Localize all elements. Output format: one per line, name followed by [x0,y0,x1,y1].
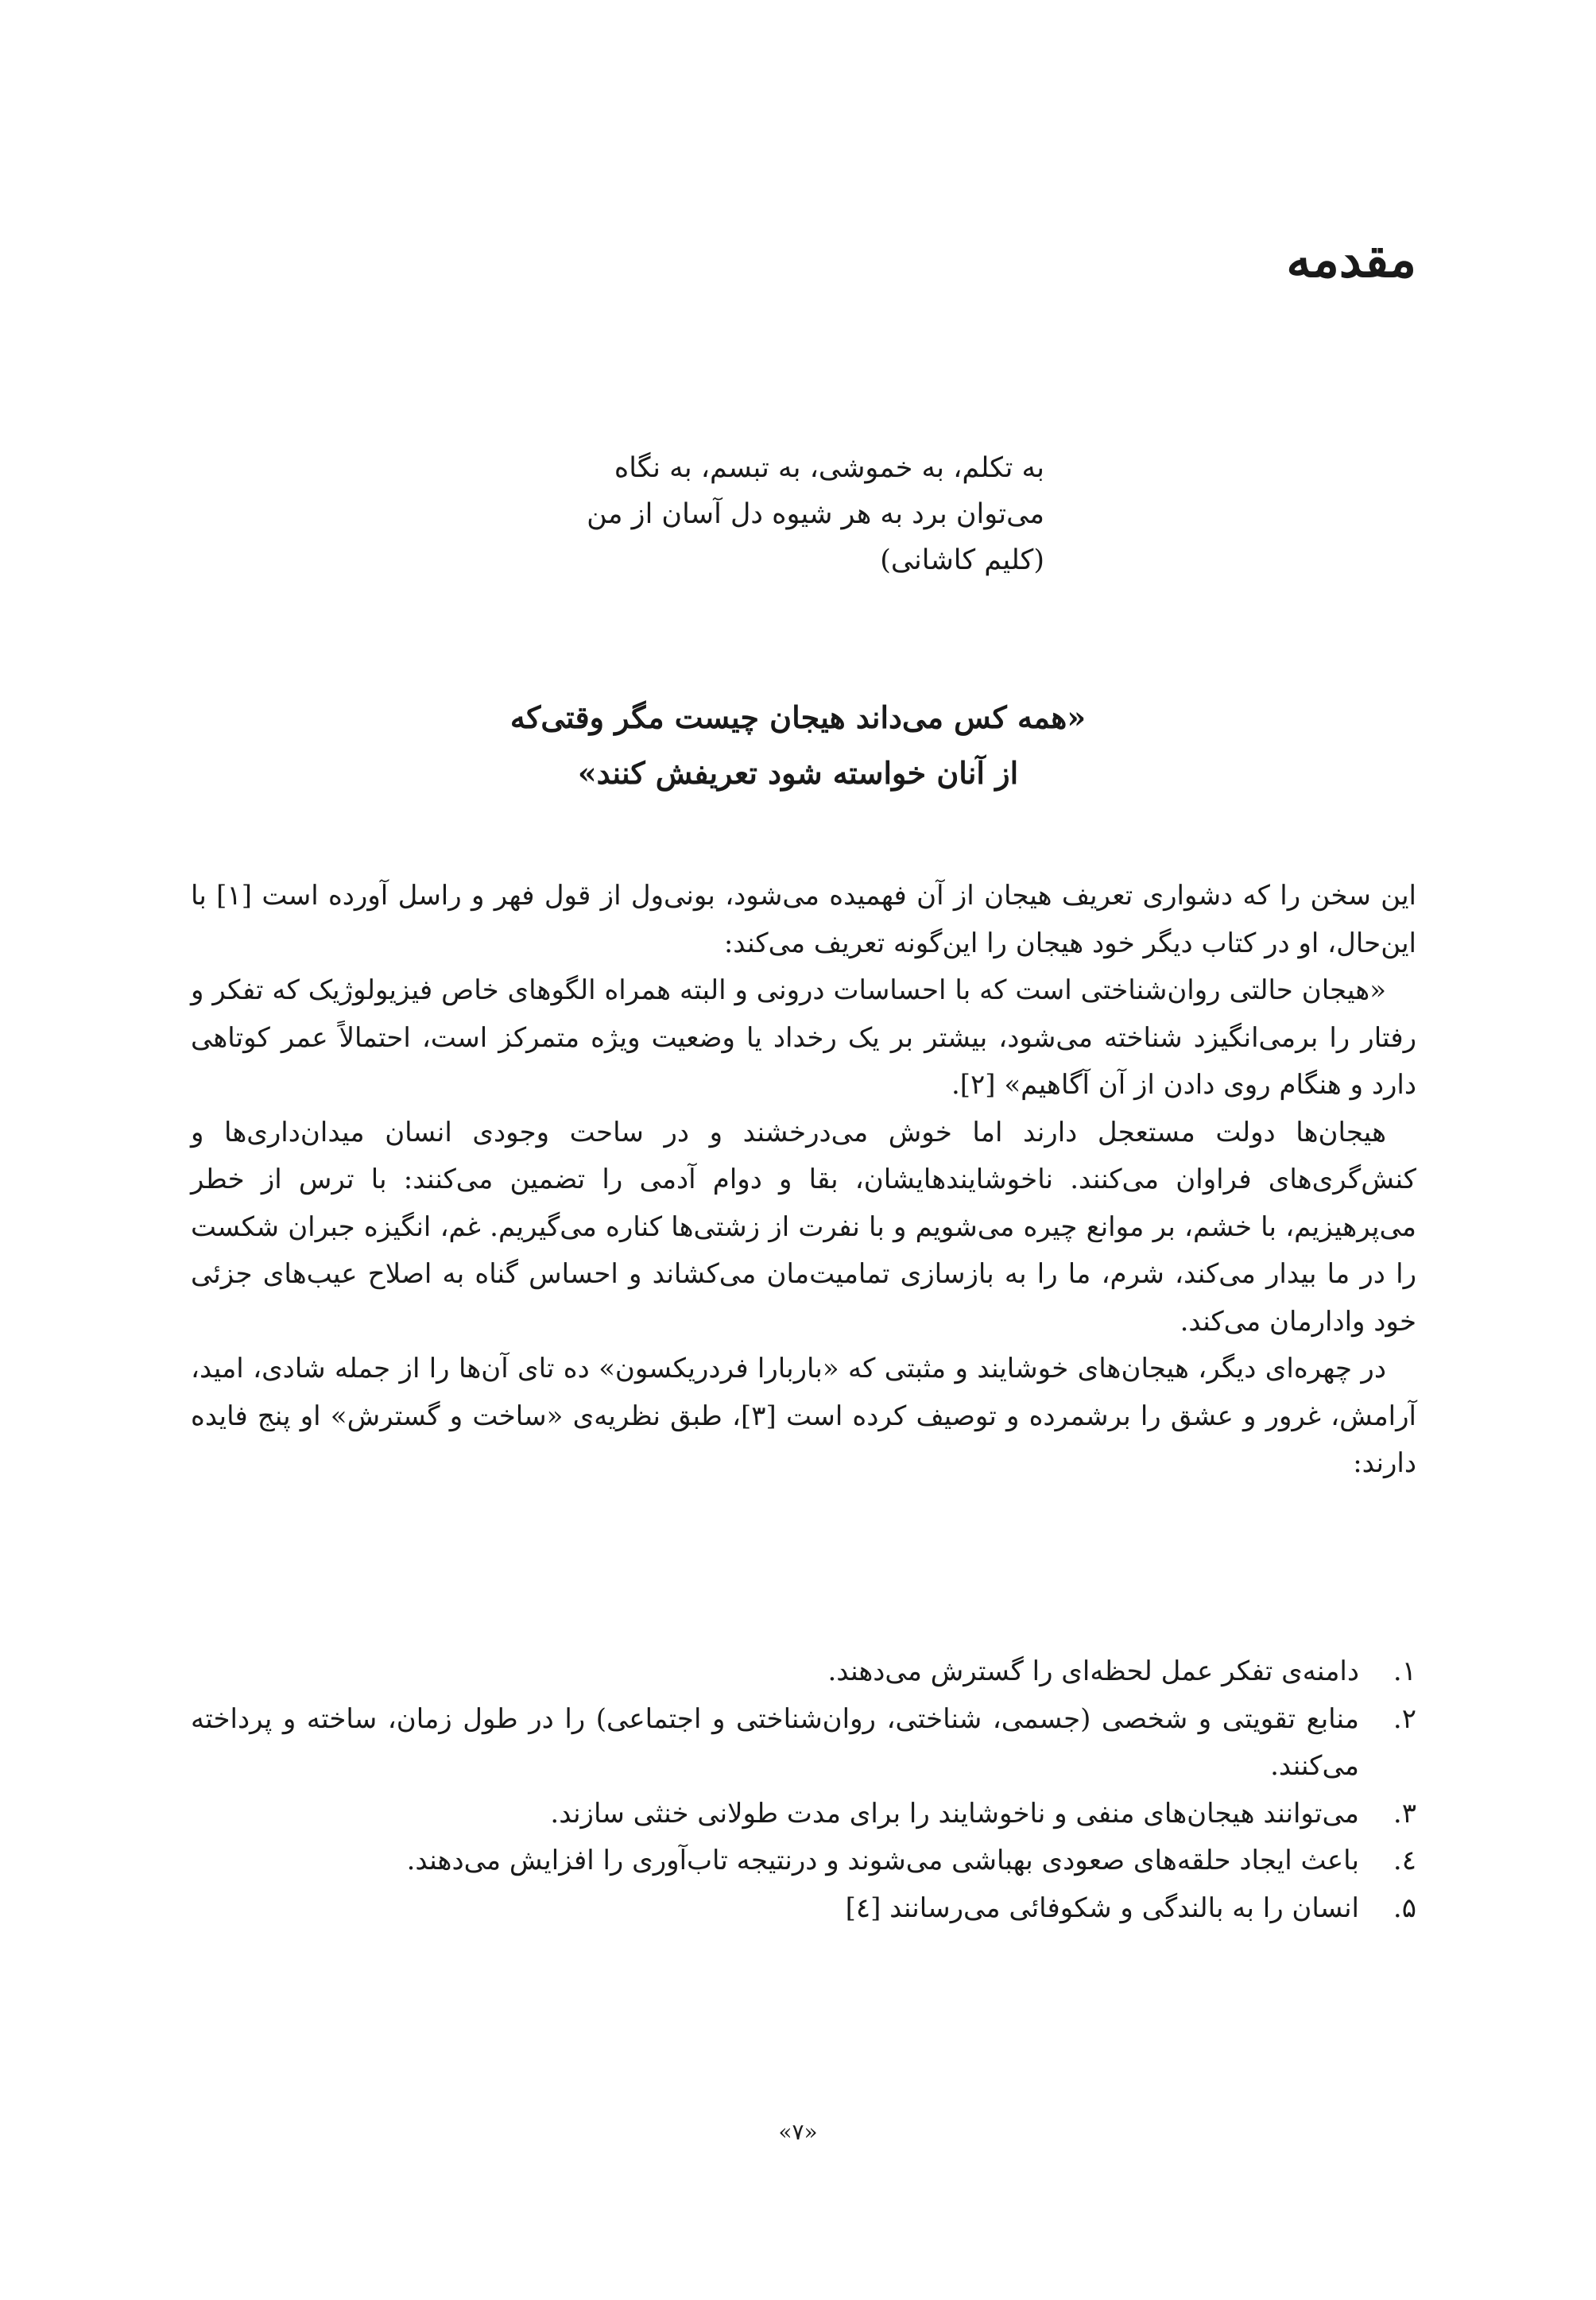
motto-line: از آنان خواسته شود تعریفش کنند» [577,755,1019,791]
list-item [191,1837,1416,1885]
list-item [191,1885,1416,1933]
list-item [191,1696,1416,1791]
paragraph: هیجان‌ها دولت مستعجل دارند اما خوش می‌درخشند و در ساحت وجودی انسان میدان‌داری‌ها و کنش‌گری‌های فراوان می‌کنند. ناخوشایندهایشان، بقا و دوام آدمی را تضمین می‌کنند: با ترس از خطر می‌پرهیزیم، با خشم، بر موانع چیره می‌شویم و با نفرت از زشتی‌ها کناره می‌گیریم. غم، انگیزه جبران شکست را در ما بیدار می‌کند، شرم، ما را به بازسازی تمامیت‌مان می‌کشاند و احساس گناه به اصلاح عیب‌های جزئی خود وادارمان می‌کند. [191,1116,1416,1338]
list-number: ۲. [1393,1702,1416,1735]
paragraph: در چهره‌ای دیگر، هیجان‌های خوشایند و مثبتی که «باربارا فردریکسون» ده تای آن‌ها را از جمله شادی، امید، آرامش، غرور و عشق را برشمرده و توصیف کرده است [۳]، طبق نظریه‌ی «ساخت و گسترش» او پنج فایده دارند: [191,1353,1416,1479]
list-text: دامنه‌ی تفکر عمل لحظه‌ای را گسترش می‌دهند. [827,1655,1359,1687]
list-number: ۱. [1393,1655,1416,1687]
list-text: انسان را به بالندگی و شکوفائی می‌رسانند [٤] [845,1891,1359,1924]
list-item [191,1648,1416,1696]
body-text [191,873,1416,1488]
poem-line: به تکلم، به خموشی، به تبسم، به نگاه [614,452,1044,484]
chapter-title: مقدمه [1286,230,1416,288]
paragraph: «هیجان حالتی روان‌شناختی است که با احساسات درونی و البته همراه الگوهای خاص فیزیولوژیک که تفکر و رفتار را برمی‌انگیزد شناخته می‌شود، بیشتر بر یک رخداد یا وضعیت ویژه متمرکز است، احتمالاً عمر کوتاهی دارد و هنگام روی دادن از آن آگاهیم» [۲]. [191,974,1416,1101]
list-number: ۵. [1393,1891,1416,1924]
epigraph-poem [536,445,1044,583]
list-number: ٤. [1393,1845,1416,1876]
poem-attribution: (کلیم کاشانی) [880,544,1044,576]
list-text: منابع تقویتی و شخصی (جسمی، شناختی، روان‌شناختی و اجتماعی) را در طول زمان، ساخته و پرداخته می‌کنند. [191,1702,1359,1782]
list-item [191,1791,1416,1838]
poem-line: می‌توان برد به هر شیوه دل آسان از من [587,498,1044,530]
list-text: باعث ایجاد حلقه‌های صعودی بهباشی می‌شوند و درنتیجه تاب‌آوری را افزایش می‌دهند. [406,1845,1359,1876]
list-text: می‌توانند هیجان‌های منفی و ناخوشایند را برای مدت طولانی خنثی سازند. [550,1797,1359,1830]
benefits-list [191,1648,1416,1932]
motto-line: «همه کس می‌داند هیجان چیست مگر وقتی‌که [509,699,1087,735]
paragraph: این سخن را که دشواری تعریف هیجان از آن فهمیده می‌شود، بونی‌ول از قول فهر و راسل آورده است [۱] با این‌حال، او در کتاب دیگر خود هیجان را این‌گونه تعریف می‌کند: [191,880,1416,959]
page-number: «۷» [778,2119,818,2145]
list-number: ۳. [1393,1797,1416,1830]
motto-quote [0,690,1596,801]
